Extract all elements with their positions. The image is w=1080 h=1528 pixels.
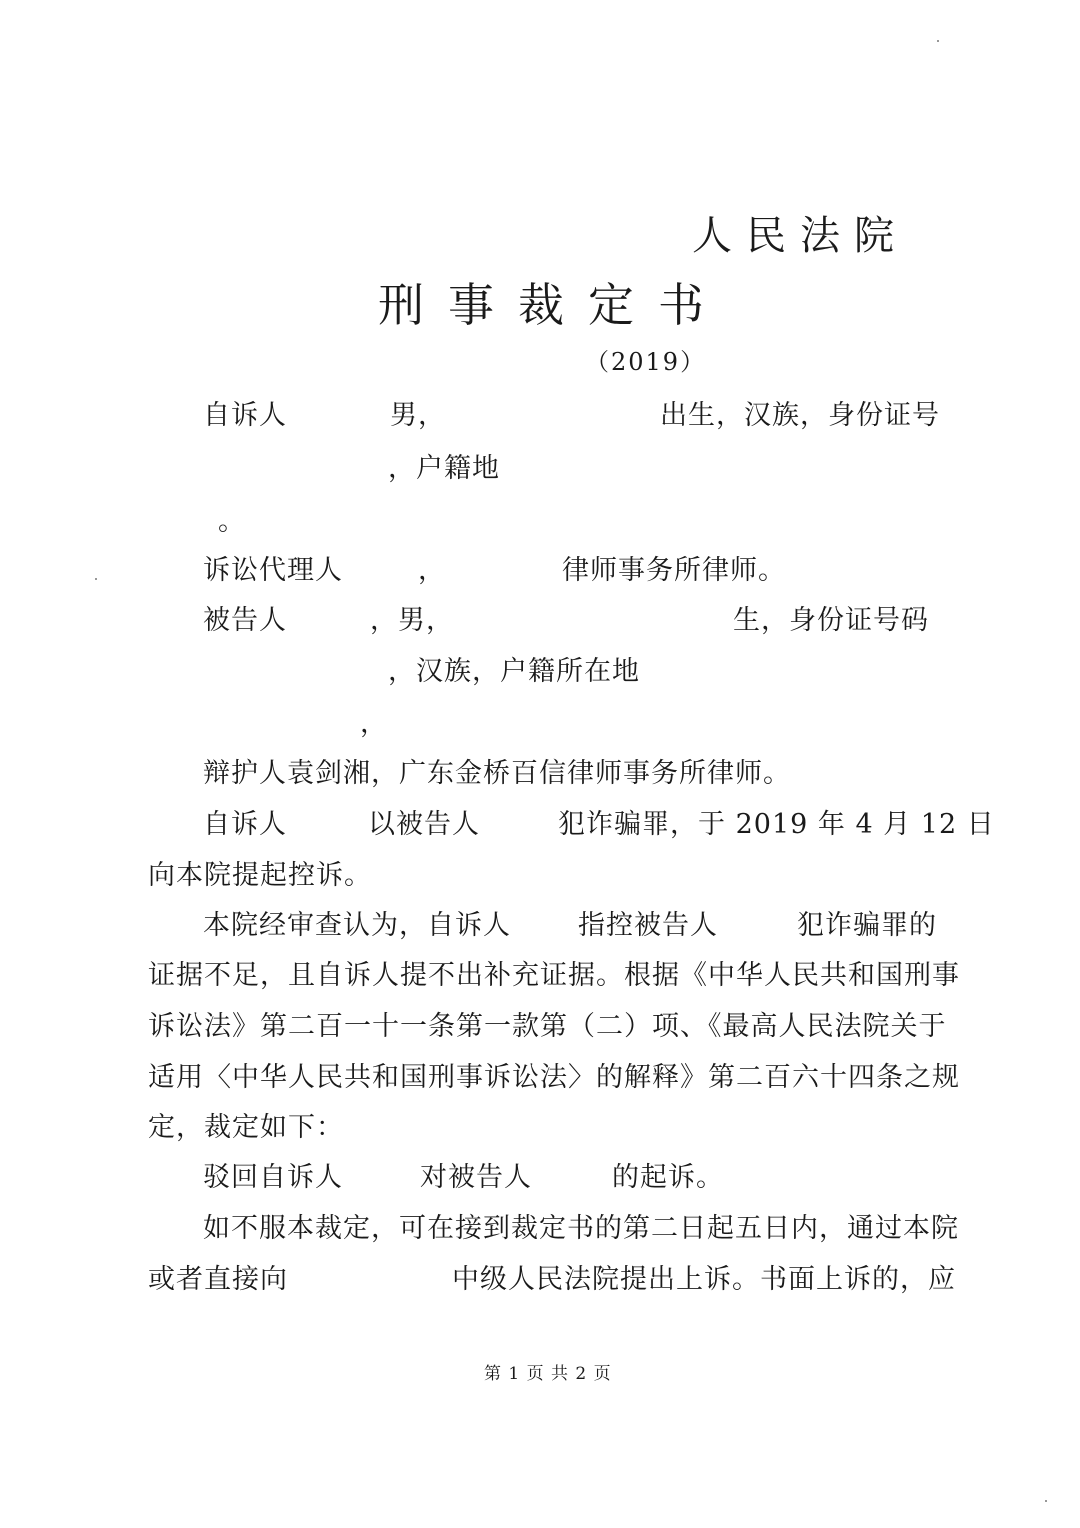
page-number: 第 1 页 共 2 页: [484, 1364, 612, 1384]
p4-line1: 如不服本裁定，可在接到裁定书的第二日起五日内，通过本院: [203, 1213, 959, 1244]
p2-review: 本院经审查认为，自诉人: [203, 910, 511, 941]
p3-defendant: 对被告人: [420, 1162, 532, 1193]
case-number: （2019）: [585, 348, 707, 376]
p2-line3: 诉讼法》第二百一十一条第一款第（二）项、《最高人民法院关于: [148, 1011, 947, 1042]
p4-direct: 或者直接向: [148, 1264, 288, 1295]
defender-line: 辩护人袁剑湘，广东金桥百信律师事务所律师。: [203, 758, 791, 789]
scan-speck: [937, 40, 939, 42]
document-title: 刑事裁定书: [378, 278, 728, 332]
p1-defendant-label: 以被告人: [368, 809, 480, 840]
defendant-gender: ，男，: [370, 605, 454, 636]
p4-appeal: 中级人民法院提出上诉。书面上诉的，应: [452, 1264, 956, 1295]
defendant-birth: 生，身份证号码: [733, 605, 929, 636]
p1-filing: 向本院提起控诉。: [148, 860, 372, 891]
p1-charge-date: 犯诈骗罪，于 2019 年 4 月 12 日: [558, 809, 995, 840]
p2-line4: 适用〈中华人民共和国刑事诉讼法〉的解释》第二百六十四条之规: [148, 1062, 960, 1093]
p2-accuse: 指控被告人: [578, 910, 718, 941]
plaintiff-gender: 男，: [390, 400, 446, 431]
agent-label: 诉讼代理人: [203, 555, 343, 586]
plaintiff-label: 自诉人: [203, 400, 287, 431]
p1-plaintiff-label: 自诉人: [203, 809, 287, 840]
plaintiff-birth: 出生，汉族，身份证号: [660, 400, 940, 431]
agent-comma: ，: [418, 555, 446, 586]
scan-speck: [1045, 1500, 1047, 1502]
p3-end: 的起诉。: [612, 1162, 724, 1193]
court-name: 人民法院: [692, 213, 908, 259]
defendant-registry: ，汉族，户籍所在地: [388, 656, 640, 687]
defendant-end: ，: [360, 708, 388, 739]
p2-line5: 定，裁定如下：: [148, 1112, 344, 1143]
defendant-label: 被告人: [203, 605, 287, 636]
plaintiff-end: 。: [218, 506, 246, 537]
plaintiff-registry: ，户籍地: [388, 453, 500, 484]
p2-line2: 证据不足，且自诉人提不出补充证据。根据《中华人民共和国刑事: [148, 960, 960, 991]
p3-reject: 驳回自诉人: [203, 1162, 343, 1193]
scan-speck: [95, 578, 97, 580]
p2-crime: 犯诈骗罪的: [797, 910, 937, 941]
agent-firm: 律师事务所律师。: [562, 555, 786, 586]
